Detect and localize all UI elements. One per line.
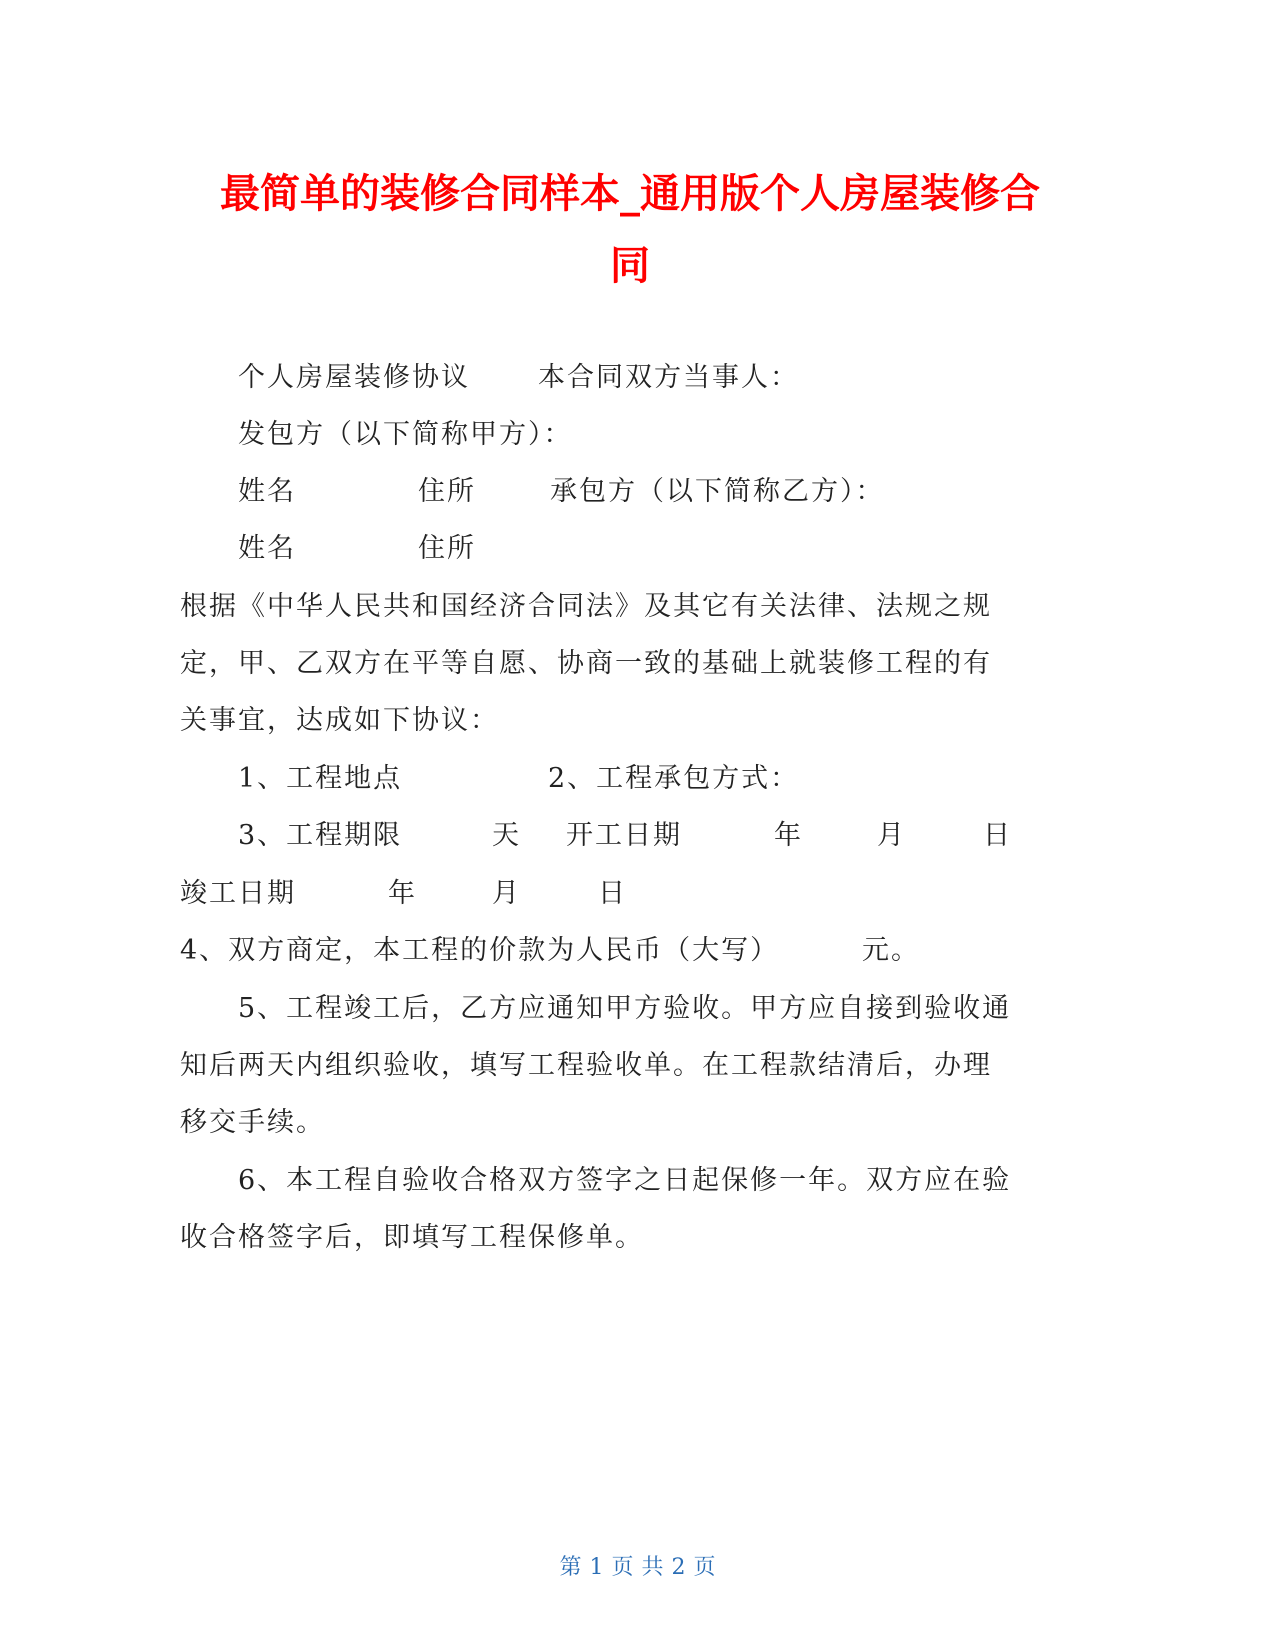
clause-4-price: 4、双方商定，本工程的价款为人民币（大写） xyxy=(180,935,780,966)
completion-day-label: 日 xyxy=(598,878,627,909)
currency-unit-label: 元。 xyxy=(862,935,920,966)
agreement-heading: 个人房屋装修协议 xyxy=(238,362,470,393)
page-footer xyxy=(0,1550,1275,1581)
start-year-label: 年 xyxy=(774,820,803,851)
title-line-2: 同 xyxy=(610,243,650,289)
footer-suffix: 页 xyxy=(693,1555,716,1580)
footer-prefix: 第 xyxy=(559,1555,582,1580)
start-day-label: 日 xyxy=(983,820,1012,851)
preamble-line-1: 根据《中华人民共和国经济合同法》及其它有关法律、法规之规 xyxy=(180,591,992,622)
preamble-line-2: 定，甲、乙双方在平等自愿、协商一致的基础上就装修工程的有 xyxy=(180,648,992,679)
start-month-label: 月 xyxy=(877,820,906,851)
start-date-label: 开工日期 xyxy=(566,820,682,851)
clause-5-line-1: 5、工程竣工后，乙方应通知甲方验收。甲方应自接到验收通 xyxy=(238,993,1012,1024)
clause-6-line-2: 收合格签字后，即填写工程保修单。 xyxy=(180,1222,644,1253)
party-b-address-label: 住所 xyxy=(418,533,476,564)
party-a-address-label: 住所 xyxy=(418,476,476,507)
preamble-line-3: 关事宜，达成如下协议： xyxy=(180,705,499,736)
total-page-number: 2 xyxy=(671,1555,686,1580)
footer-total-word: 共 xyxy=(641,1555,664,1580)
clause-2-method: 2、工程承包方式： xyxy=(548,763,800,794)
party-b-label: 承包方（以下简称乙方）： xyxy=(550,476,885,507)
title-line-1: 最简单的装修合同样本_通用版个人房屋装修合 xyxy=(220,171,1040,217)
party-a-label: 发包方（以下简称甲方）： xyxy=(238,419,573,450)
clause-5-line-3: 移交手续。 xyxy=(180,1107,325,1138)
current-page-number: 1 xyxy=(589,1555,604,1580)
footer-page-word: 页 xyxy=(611,1555,634,1580)
completion-year-label: 年 xyxy=(388,878,417,909)
party-a-name-label: 姓名 xyxy=(238,476,296,507)
party-b-name-label: 姓名 xyxy=(238,533,296,564)
document-title xyxy=(180,158,1080,302)
clause-5-line-2: 知后两天内组织验收，填写工程验收单。在工程款结清后，办理 xyxy=(180,1050,992,1081)
parties-label: 本合同双方当事人： xyxy=(538,362,799,393)
clause-6-line-1: 6、本工程自验收合格双方签字之日起保修一年。双方应在验 xyxy=(238,1165,1012,1196)
completion-date-label: 竣工日期 xyxy=(180,878,296,909)
completion-month-label: 月 xyxy=(492,878,521,909)
days-label: 天 xyxy=(492,820,521,851)
clause-1-location: 1、工程地点 xyxy=(238,763,403,794)
clause-3-duration: 3、工程期限 xyxy=(238,820,403,851)
